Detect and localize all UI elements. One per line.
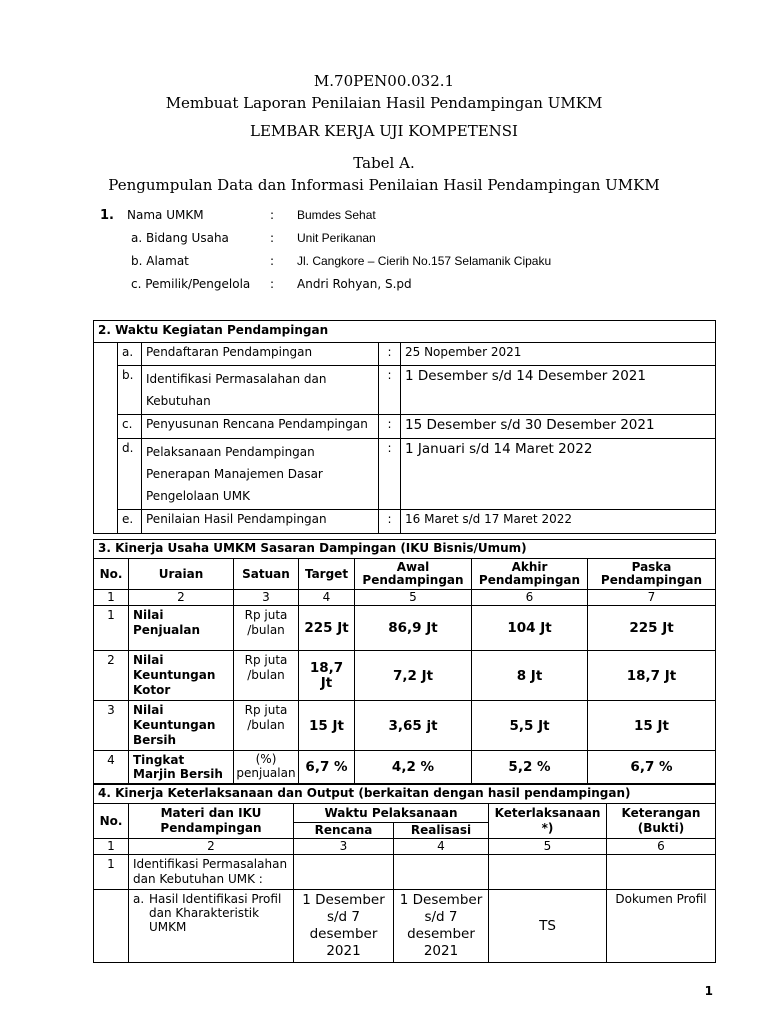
identity-label-nama: Nama UMKM — [127, 208, 204, 222]
row-paska: 18,7 Jt — [588, 651, 716, 701]
identity-value-pemilik: Andri Rohyan, S.pd — [297, 277, 412, 291]
row-akhir: 8 Jt — [472, 651, 588, 701]
section-number: 1. — [100, 208, 114, 223]
row-uraian: Nilai Keuntungan Bersih — [129, 701, 234, 751]
row-label: Pendaftaran Pendampingan — [142, 343, 379, 366]
identity-sep: : — [270, 254, 275, 268]
col-header: Waktu Pelaksanaan — [294, 804, 489, 823]
row-realisasi: 1 Desember s/d 7 desember 2021 — [394, 890, 489, 963]
row-awal: 86,9 Jt — [355, 606, 472, 651]
col-number: 3 — [294, 839, 394, 855]
row-target: 225 Jt — [299, 606, 355, 651]
table-row — [94, 439, 716, 510]
col-header: Keterangan (Bukti) — [607, 804, 716, 839]
col-number: 6 — [472, 590, 588, 606]
identity-value-nama: Bumdes Sehat — [297, 208, 376, 222]
row-satuan: Rp juta /bulan — [234, 651, 299, 701]
row-letter: d. — [118, 439, 142, 510]
col-header: Rencana — [294, 823, 394, 839]
section2-title: 2. Waktu Kegiatan Pendampingan — [94, 321, 716, 343]
row-keterlaksanaan: TS — [489, 890, 607, 963]
col-number: 5 — [489, 839, 607, 855]
row-uraian: Tingkat Marjin Bersih — [129, 751, 234, 784]
row-akhir: 5,2 % — [472, 751, 588, 784]
keterlaksanaan-table — [93, 784, 716, 963]
col-number: 4 — [299, 590, 355, 606]
col-number: 7 — [588, 590, 716, 606]
row-akhir: 5,5 Jt — [472, 701, 588, 751]
row-sep: : — [379, 343, 401, 366]
col-header: Target — [299, 559, 355, 590]
col-number: 5 — [355, 590, 472, 606]
identity-value-alamat: Jl. Cangkore – Cierih No.157 Selamanik Cipaku — [297, 254, 552, 268]
row-target: 15 Jt — [299, 701, 355, 751]
row-sub-letter: a. — [133, 892, 145, 906]
col-header: Realisasi — [394, 823, 489, 839]
table-title: Tabel A. — [353, 154, 415, 172]
row-sep: : — [379, 439, 401, 510]
identity-sep: : — [270, 208, 275, 222]
unit-code: M.70PEN00.032.1 — [313, 72, 455, 90]
document-subtitle: LEMBAR KERJA UJI KOMPETENSI — [250, 122, 518, 140]
col-number: 2 — [129, 590, 234, 606]
row-awal: 3,65 jt — [355, 701, 472, 751]
row-letter: c. — [118, 415, 142, 439]
row-target: 18,7 Jt — [299, 651, 355, 701]
row-label: Penyusunan Rencana Pendampingan — [142, 415, 379, 439]
identity-label-pemilik: c. Pemilik/Pengelola — [131, 277, 251, 291]
row-value: 1 Desember s/d 14 Desember 2021 — [401, 366, 716, 415]
col-header: Materi dan IKU Pendampingan — [129, 804, 294, 839]
section4-title: 4. Kinerja Keterlaksanaan dan Output (berkaitan dengan hasil pendampingan) — [94, 785, 716, 804]
col-number: 6 — [607, 839, 716, 855]
col-header: Awal Pendampingan — [355, 559, 472, 590]
col-header: Akhir Pendampingan — [472, 559, 588, 590]
row-value: 16 Maret s/d 17 Maret 2022 — [401, 510, 716, 534]
waktu-kegiatan-table — [93, 320, 716, 534]
row-letter: b. — [118, 366, 142, 415]
row-label: Pelaksanaan Pendampingan Penerapan Manajemen Dasar Pengelolaan UMK — [142, 439, 379, 510]
row-materi: Identifikasi Permasalahan dan Kebutuhan UMK : — [129, 855, 294, 890]
col-number: 1 — [94, 590, 129, 606]
row-awal: 4,2 % — [355, 751, 472, 784]
row-awal: 7,2 Jt — [355, 651, 472, 701]
row-paska: 6,7 % — [588, 751, 716, 784]
identity-sep: : — [270, 231, 275, 245]
col-header: Paska Pendampingan — [588, 559, 716, 590]
table-row — [94, 751, 716, 784]
table-row — [94, 701, 716, 751]
col-header: No. — [94, 804, 129, 839]
row-value: 25 Nopember 2021 — [401, 343, 716, 366]
row-no: 4 — [94, 751, 129, 784]
row-uraian: Nilai Penjualan — [129, 606, 234, 651]
row-no: 1 — [94, 855, 129, 890]
identity-sep: : — [270, 277, 275, 291]
table-row — [94, 366, 716, 415]
row-akhir: 104 Jt — [472, 606, 588, 651]
table-row — [94, 855, 716, 890]
col-header: Uraian — [129, 559, 234, 590]
row-target: 6,7 % — [299, 751, 355, 784]
row-value: 1 Januari s/d 14 Maret 2022 — [401, 439, 716, 510]
row-satuan: (%) penjualan — [234, 751, 299, 784]
table-subtitle: Pengumpulan Data dan Informasi Penilaian Hasil Pendampingan UMKM — [108, 176, 660, 194]
row-label: Identifikasi Permasalahan dan Kebutuhan — [142, 366, 379, 415]
section3-title: 3. Kinerja Usaha UMKM Sasaran Dampingan (IKU Bisnis/Umum) — [94, 540, 716, 559]
row-sub-materi-text: Hasil Identifikasi Profil dan Kharakteristik UMKM — [149, 892, 282, 934]
row-no: 1 — [94, 606, 129, 651]
table-row — [94, 651, 716, 701]
identity-label-alamat: b. Alamat — [131, 254, 189, 268]
row-sep: : — [379, 366, 401, 415]
table-row — [94, 343, 716, 366]
document-title: Membuat Laporan Penilaian Hasil Pendampingan UMKM — [165, 94, 603, 112]
row-paska: 225 Jt — [588, 606, 716, 651]
row-letter: e. — [118, 510, 142, 534]
table-row — [94, 415, 716, 439]
col-number: 2 — [129, 839, 294, 855]
row-letter: a. — [118, 343, 142, 366]
row-rencana: 1 Desember s/d 7 desember 2021 — [294, 890, 394, 963]
col-header: No. — [94, 559, 129, 590]
row-keterangan: Dokumen Profil — [607, 890, 716, 963]
row-value: 15 Desember s/d 30 Desember 2021 — [401, 415, 716, 439]
col-number: 4 — [394, 839, 489, 855]
col-number: 3 — [234, 590, 299, 606]
row-no: 2 — [94, 651, 129, 701]
table-row — [94, 510, 716, 534]
row-sep: : — [379, 415, 401, 439]
col-number: 1 — [94, 839, 129, 855]
table-row — [94, 890, 716, 963]
identity-label-bidang: a. Bidang Usaha — [131, 231, 229, 245]
row-satuan: Rp juta /bulan — [234, 701, 299, 751]
row-paska: 15 Jt — [588, 701, 716, 751]
row-satuan: Rp juta /bulan — [234, 606, 299, 651]
row-no: 3 — [94, 701, 129, 751]
row-uraian: Nilai Keuntungan Kotor — [129, 651, 234, 701]
identity-value-bidang: Unit Perikanan — [297, 231, 376, 245]
col-header: Satuan — [234, 559, 299, 590]
col-header: Keterlaksanaan *) — [489, 804, 607, 839]
table-row — [94, 606, 716, 651]
row-sub-materi — [129, 890, 294, 963]
page-number: 1 — [704, 984, 713, 998]
kinerja-usaha-table — [93, 539, 716, 784]
row-label: Penilaian Hasil Pendampingan — [142, 510, 379, 534]
row-sep: : — [379, 510, 401, 534]
